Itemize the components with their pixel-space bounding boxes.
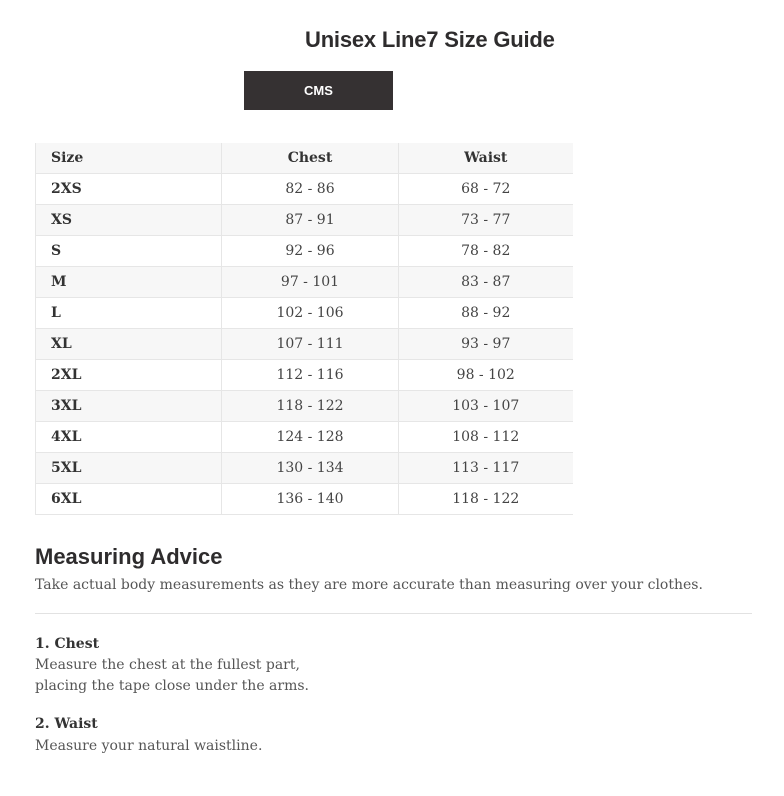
chest-cell: 107 - 111 xyxy=(222,329,399,360)
cms-unit-tab[interactable]: CMS xyxy=(244,71,393,110)
size-cell: 2XS xyxy=(36,174,222,205)
chest-cell: 130 - 134 xyxy=(222,453,399,484)
size-cell: L xyxy=(36,298,222,329)
waist-cell: 73 - 77 xyxy=(399,205,573,236)
size-cell: XS xyxy=(36,205,222,236)
chest-tip-text: Measure the chest at the fullest part, placing the tape close under the arms. xyxy=(35,657,309,694)
size-cell: 3XL xyxy=(36,391,222,422)
page-title: Unisex Line7 Size Guide xyxy=(305,27,555,52)
table-header-row xyxy=(36,143,573,174)
header-size: Size xyxy=(36,143,222,174)
divider xyxy=(35,613,752,614)
waist-tip-title: 2. Waist xyxy=(35,716,98,732)
chest-cell: 102 - 106 xyxy=(222,298,399,329)
waist-tip-text: Measure your natural waistline. xyxy=(35,738,263,754)
chest-cell: 82 - 86 xyxy=(222,174,399,205)
size-cell: S xyxy=(36,236,222,267)
size-cell: 2XL xyxy=(36,360,222,391)
waist-cell: 98 - 102 xyxy=(399,360,573,391)
size-cell: 4XL xyxy=(36,422,222,453)
table-row xyxy=(36,329,573,360)
table-row xyxy=(36,422,573,453)
chest-cell: 124 - 128 xyxy=(222,422,399,453)
table-row xyxy=(36,391,573,422)
waist-cell: 113 - 117 xyxy=(399,453,573,484)
waist-cell: 68 - 72 xyxy=(399,174,573,205)
chest-cell: 118 - 122 xyxy=(222,391,399,422)
table-row xyxy=(36,267,573,298)
table-row xyxy=(36,236,573,267)
table-row xyxy=(36,174,573,205)
chest-cell: 112 - 116 xyxy=(222,360,399,391)
header-chest: Chest xyxy=(222,143,399,174)
chest-tip-title: 1. Chest xyxy=(35,636,100,652)
size-cell: 6XL xyxy=(36,484,222,515)
size-cell: XL xyxy=(36,329,222,360)
table-row xyxy=(36,453,573,484)
waist-cell: 83 - 87 xyxy=(399,267,573,298)
waist-cell: 103 - 107 xyxy=(399,391,573,422)
size-cell: 5XL xyxy=(36,453,222,484)
waist-cell: 108 - 112 xyxy=(399,422,573,453)
table-row xyxy=(36,484,573,515)
size-table xyxy=(35,143,573,515)
chest-cell: 87 - 91 xyxy=(222,205,399,236)
table-row xyxy=(36,298,573,329)
header-waist: Waist xyxy=(399,143,573,174)
table-row xyxy=(36,205,573,236)
waist-cell: 88 - 92 xyxy=(399,298,573,329)
waist-cell: 78 - 82 xyxy=(399,236,573,267)
measuring-advice-heading: Measuring Advice xyxy=(35,544,223,569)
chest-cell: 97 - 101 xyxy=(222,267,399,298)
size-cell: M xyxy=(36,267,222,298)
chest-cell: 92 - 96 xyxy=(222,236,399,267)
waist-cell: 93 - 97 xyxy=(399,329,573,360)
waist-cell: 118 - 122 xyxy=(399,484,573,515)
table-row xyxy=(36,360,573,391)
chest-cell: 136 - 140 xyxy=(222,484,399,515)
measuring-advice-intro: Take actual body measurements as they are more accurate than measuring over your clothes. xyxy=(35,577,703,593)
